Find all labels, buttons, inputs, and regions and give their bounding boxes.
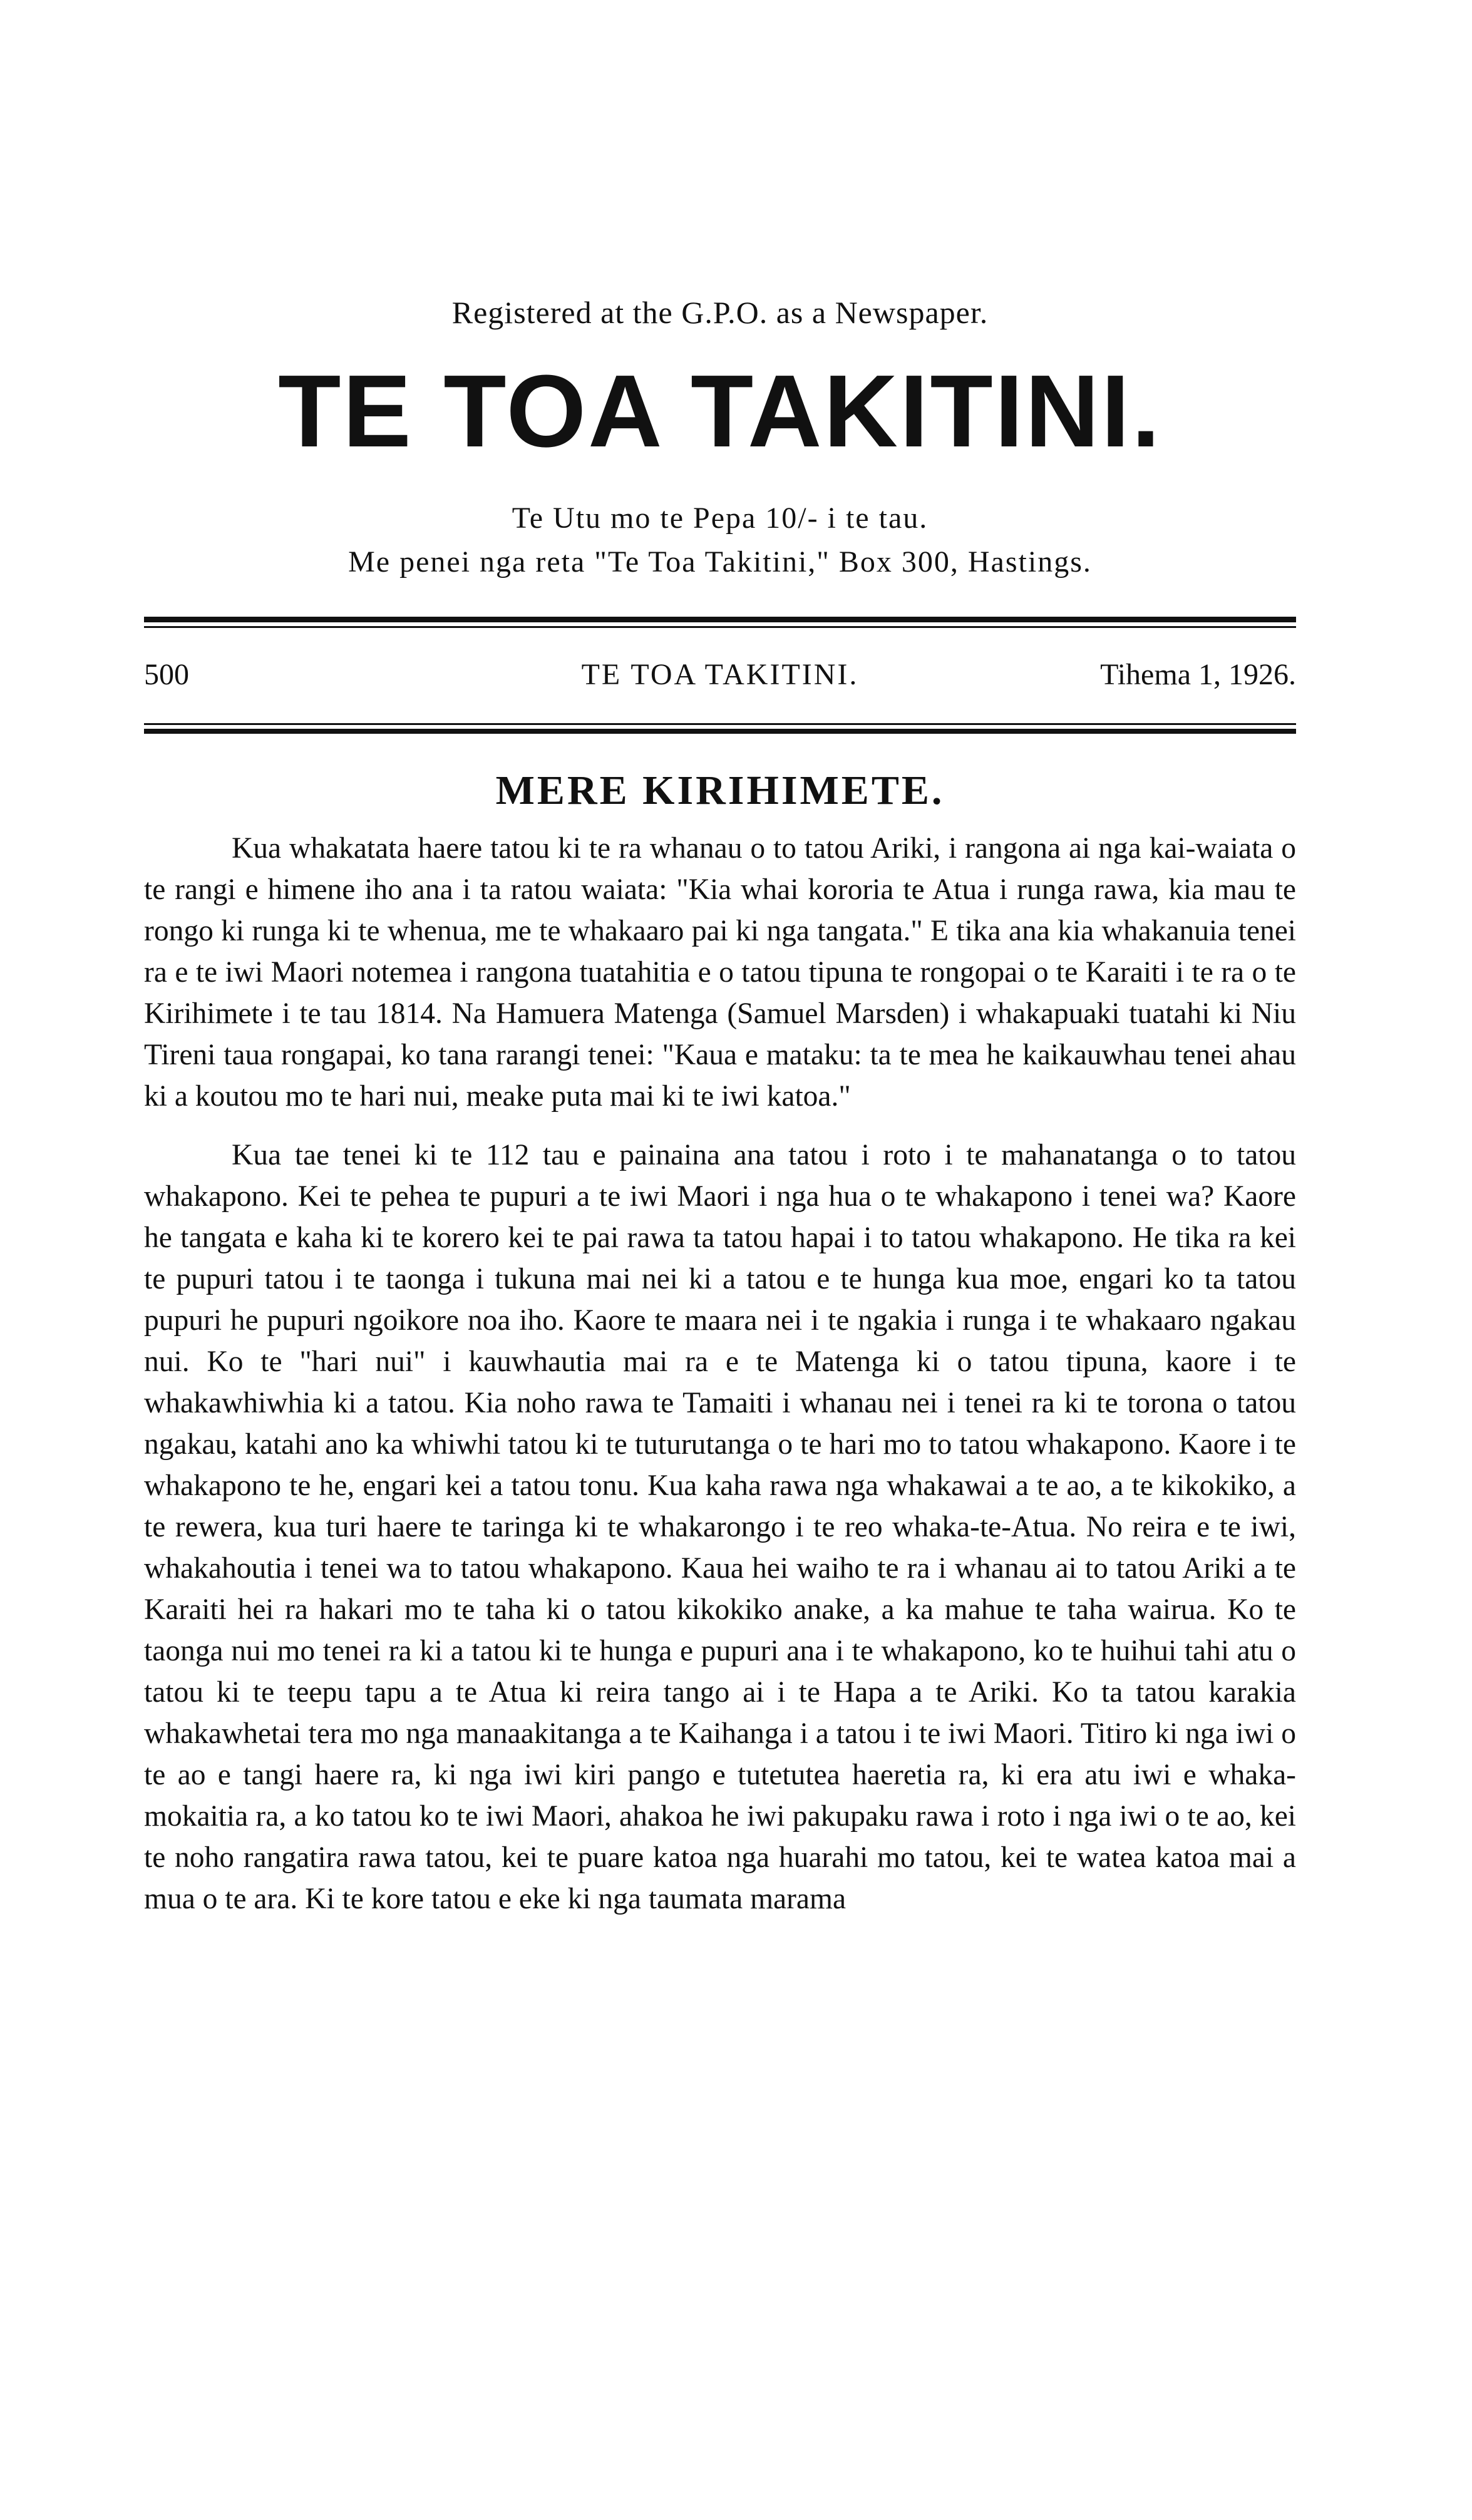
folio-rule-thin	[144, 723, 1296, 725]
registration-notice: Registered at the G.P.O. as a Newspaper.	[451, 295, 989, 330]
folio-line	[144, 657, 1296, 695]
subscription-price: Te Utu mo te Pepa 10/- i te tau.	[512, 501, 929, 535]
masthead-title: TE TOA TAKITINI.	[278, 354, 1162, 468]
issue-date: Tihema 1, 1926.	[1100, 658, 1296, 691]
postal-address: Me penei nga reta "Te Toa Takitini," Box 300, Hastings.	[348, 545, 1092, 579]
header-rule-thin	[144, 626, 1296, 628]
article-paragraph-2: Kua tae tenei ki te 112 tau e painaina ana tatou i roto i te mahanatanga o to tatou whakapono. Kei te pehea te pupuri a te iwi Maori i nga hua o te whakapono i tenei wa? Kaore he tangata e kaha ki te korero kei te pai rawa ta tatou hapai i to tatou whakapono. He tika ra kei te pupuri tatou i te taonga i tukuna mai nei ki a tatou e te hunga kua moe, engari ko ta tatou pupuri he pupuri ngoikore noa iho. Kaore te maara nei i te ngakia i runga i te whakaaro ngakau nui. Ko te "hari nui" i kauwhautia mai ra e te Matenga ki o tatou tipuna, kaore i te whakawhiwhia ki a tatou. Kia noho rawa te Tamaiti i whanau nei i tenei ra ki te torona o tatou ngakau, katahi ano ka whiwhi tatou ki te tuturutanga o te hari mo to tatou whakapono. Kaore i te whakapono te he, engari kei a tatou tonu. Kua kaha rawa nga whakawai a te ao, a te kikokiko, a te rewera, kua turi haere te taringa ki te whakarongo i te reo whaka-te-Atua. No reira e te iwi, whakahoutia i tenei wa to tatou whakapono. Kaua hei waiho te ra i whanau ai to tatou Ariki a te Karaiti hei ra hakari mo te taha ki o tatou kikokiko anake, a ka mahue te taha wairua. Ko te taonga nui mo tenei ra ki a tatou ki te hunga e pupuri ana i te whakapono, ko te huihui tahi atu o tatou ki te teepu tapu a te Atua ki reira tango ai i te Hapa a te Ariki. Ko ta tatou karakia whakawhetai tera mo nga manaakitanga a te Kaihanga i a tatou i te iwi Maori. Titiro ki nga iwi o te ao e tangi haere ra, ki nga iwi kiri pango e tutetutea haeretia ra, ki era atu iwi e whaka-mokaitia ra, a ko tatou ko te iwi Maori, ahakoa he iwi pakupaku rawa i roto i nga iwi o te ao, kei te noho rangatira rawa tatou, kei te puare katoa nga huarahi mo tatou, kei te watea katoa mai a mua o te ara. Ki te kore tatou e eke ki nga taumata marama	[144, 1139, 1296, 1915]
folio-paper-name: TE TOA TAKITINI.	[581, 658, 859, 691]
folio-rule-thick	[144, 729, 1296, 734]
article-headline: MERE KIRIHIMETE.	[495, 768, 945, 813]
article-paragraph-1: Kua whakatata haere tatou ki te ra whanau o to tatou Ariki, i rangona ai nga kai-waiata o te rangi e himene iho ana i ta ratou waiata: "Kia whai kororia te Atua i runga rawa, kia mau te rongo ki runga ki te whenua, me te whakaaro pai ki nga tangata." E tika ana kia whakanuia tenei ra e te iwi Maori notemea i rangona tuatahitia e o tatou tipuna te rongopai o te Karaiti i te ra o te Kirihimete i te tau 1814. Na Hamuera Matenga (Samuel Marsden) i whakapuaki tuatahi ki Niu Tireni taua rongapai, ko tana rarangi tenei: "Kaua e mataku: ta te mea he kaikauwhau tenei ahau ki a koutou mo te hari nui, meake puta mai ki te iwi katoa."	[144, 832, 1296, 1113]
page-number: 500	[144, 658, 189, 691]
header-rule-thick	[144, 617, 1296, 622]
article-body	[144, 828, 1296, 1920]
